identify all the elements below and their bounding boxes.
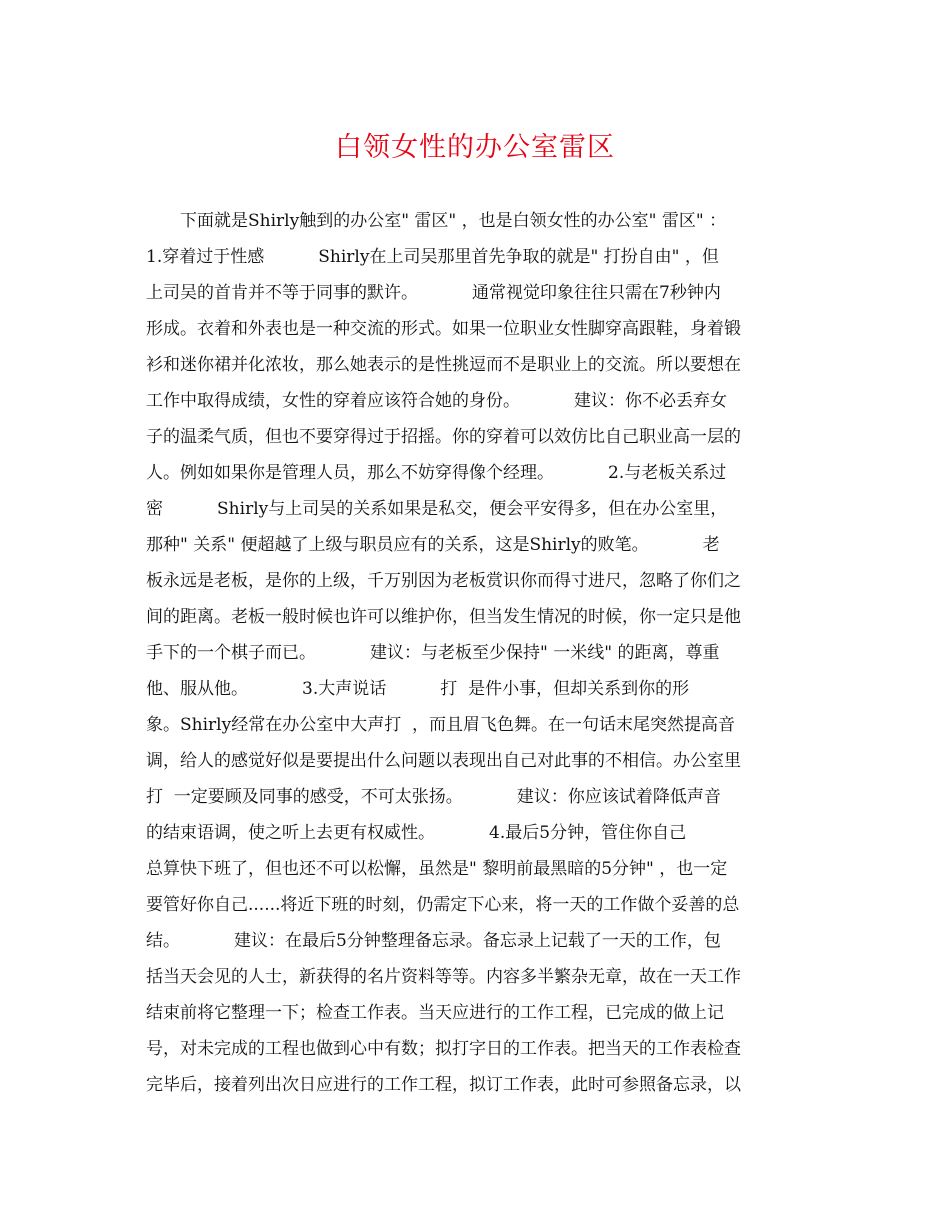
body-line: 象。Shirly经常在办公室中大声打 ，而且眉飞色舞。在一句话末尾突然提高音 <box>146 715 736 735</box>
body-line: 衫和迷你裙并化浓妆，那么她表示的是性挑逗而不是职业上的交流。所以要想在 <box>146 355 741 375</box>
body-line: 那种" 关系" 便超越了上级与职员应有的关系，这是Shirly的败笔。 老 <box>146 535 720 555</box>
body-line: 工作中取得成绩，女性的穿着应该符合她的身份。 建议：你不必丢弃女 <box>146 391 728 411</box>
body-line: 结。 建议：在最后5分钟整理备忘录。备忘录上记载了一天的工作，包 <box>146 931 721 951</box>
body-line: 手下的一个棋子而已。 建议：与老板至少保持" 一米线" 的距离，尊重 <box>146 643 720 663</box>
body-line: 密 Shirly与上司吴的关系如果是私交，便会平安得多，但在办公室里， <box>146 499 728 519</box>
body-line: 人。例如如果你是管理人员，那么不妨穿得像个经理。 2.与老板关系过 <box>146 463 727 483</box>
body-line: 子的温柔气质，但也不要穿得过于招摇。你的穿着可以效仿比自己职业高一层的 <box>146 427 741 447</box>
body-line: 板永远是老板，是你的上级，千万别因为老板赏识你而得寸进尺，忽略了你们之 <box>146 571 741 591</box>
body-line: 要管好你自己......将近下班的时刻，仍需定下心来，将一天的工作做个妥善的总 <box>146 895 740 915</box>
body-line: 间的距离。老板一般时候也许可以维护你，但当发生情况的时候，你一定只是他 <box>146 607 741 627</box>
body-line: 打 一定要顾及同事的感受，不可太张扬。 建议：你应该试着降低声音 <box>146 787 721 807</box>
body-line: 上司吴的首肯并不等于同事的默许。 通常视觉印象往往只需在7秒钟内 <box>146 283 721 303</box>
body-line: 形成。衣着和外表也是一种交流的形式。如果一位职业女性脚穿高跟鞋，身着锻 <box>146 319 741 339</box>
body-line: 括当天会见的人士，新获得的名片资料等等。内容多半繁杂无章，故在一天工作 <box>146 967 741 987</box>
body-line: 1.穿着过于性感 Shirly在上司吴那里首先争取的就是" 打扮自由" ，但 <box>146 247 719 267</box>
body-line: 完毕后，接着列出次日应进行的工作工程，拟订工作表，此时可参照备忘录，以 <box>146 1075 741 1095</box>
document-title: 白领女性的办公室雷区 <box>335 132 615 163</box>
body-line: 号，对未完成的工程也做到心中有数；拟打字日的工作表。把当天的工作表检查 <box>146 1039 741 1059</box>
body-line: 总算快下班了，但也还不可以松懈，虽然是" 黎明前最黑暗的5分钟" ，也一定 <box>146 859 728 879</box>
document-body <box>146 203 806 1103</box>
body-line: 的结束语调，使之听上去更有权威性。 4.最后5分钟，管住你自己 <box>146 823 687 843</box>
body-line: 调，给人的感觉好似是要提出什么问题以表现出自己对此事的不相信。办公室里 <box>146 751 741 771</box>
body-line: 下面就是Shirly触到的办公室" 雷区" ，也是白领女性的办公室" 雷区" ： <box>180 211 727 231</box>
body-line: 他、服从他。 3.大声说话 打 是件小事，但却关系到你的形 <box>146 679 690 699</box>
body-line: 结束前将它整理一下；检查工作表。当天应进行的工作工程，已完成的做上记 <box>146 1003 724 1023</box>
